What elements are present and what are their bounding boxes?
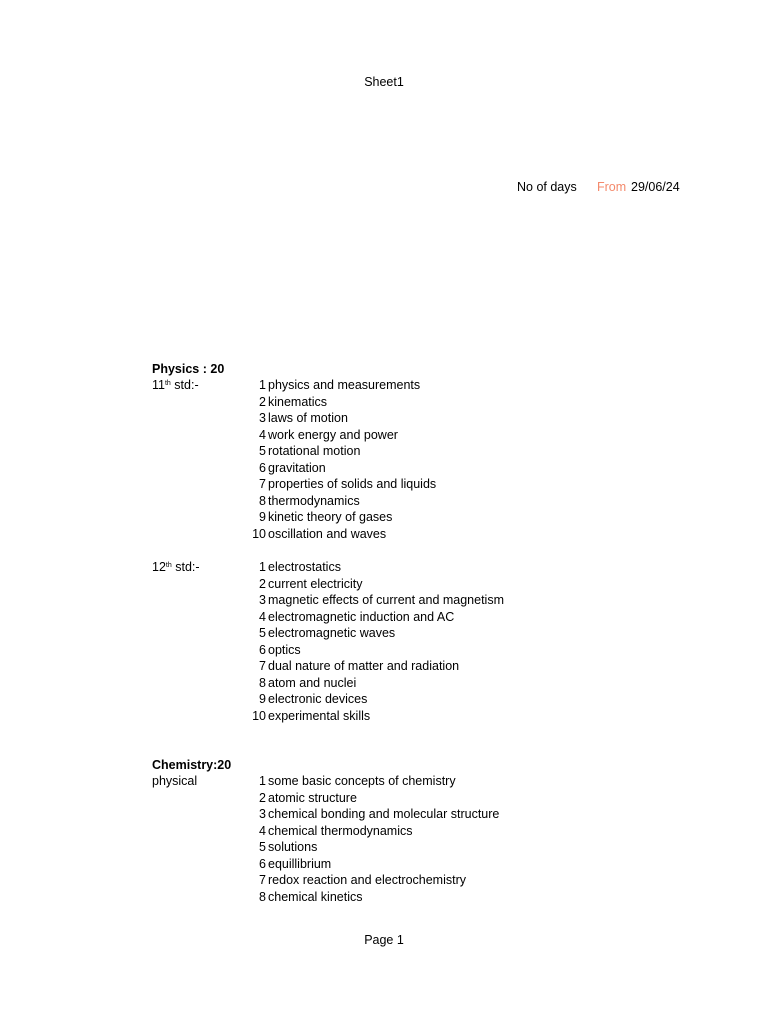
topic-number: 4 <box>259 823 266 838</box>
topic-number: 5 <box>259 444 266 458</box>
topic-name: redox reaction and electrochemistry <box>268 873 467 887</box>
topic-name: rotational motion <box>268 444 361 458</box>
topic-name: properties of solids and liquids <box>268 477 437 491</box>
page-number: Page 1 <box>364 933 404 947</box>
topic-number: 10 <box>252 526 266 541</box>
topic-number: 5 <box>259 626 266 640</box>
topic-name: electromagnetic waves <box>268 626 396 640</box>
topic-number: 7 <box>259 659 266 673</box>
topic-number: 3 <box>259 807 266 821</box>
days-label: No of days <box>517 180 577 194</box>
topic-number: 9 <box>259 692 266 706</box>
topic-name: electronic devices <box>268 692 368 706</box>
topic-name: equillibrium <box>268 856 332 871</box>
topic-number: 1 <box>259 560 266 574</box>
topic-name: chemical thermodynamics <box>268 823 413 838</box>
topic-number: 6 <box>259 460 266 475</box>
from-label: From <box>597 180 627 194</box>
topic-number: 5 <box>259 840 266 854</box>
topic-name: some basic concepts of chemistry <box>268 774 456 788</box>
topic-name: atomic structure <box>268 790 357 805</box>
topic-number: 10 <box>252 708 266 723</box>
topic-number: 2 <box>259 394 266 409</box>
physical-label: physical <box>152 774 198 788</box>
topic-name: dual nature of matter and radiation <box>268 659 460 673</box>
topic-number: 7 <box>259 477 266 491</box>
topic-number: 9 <box>259 510 266 524</box>
topic-name: kinetic theory of gases <box>268 510 393 524</box>
topic-name: laws of motion <box>268 411 348 425</box>
from-date: 29/06/24 <box>631 180 680 194</box>
topic-name: magnetic effects of current and magnetism <box>268 593 504 607</box>
topic-number: 2 <box>259 576 266 591</box>
std12-label: 12th std:- <box>152 560 200 574</box>
topic-number: 7 <box>259 873 266 887</box>
topic-name: chemical kinetics <box>268 889 363 904</box>
topic-name: work energy and power <box>268 427 398 442</box>
topic-number: 8 <box>259 675 266 690</box>
topic-name: solutions <box>268 840 318 854</box>
topic-number: 8 <box>259 493 266 508</box>
topic-name: kinematics <box>268 394 328 409</box>
chemistry-heading: Chemistry:20 <box>152 758 232 772</box>
topic-number: 4 <box>259 609 266 624</box>
topic-name: current electricity <box>268 576 363 591</box>
topic-name: atom and nuclei <box>268 675 357 690</box>
topic-name: chemical bonding and molecular structure <box>268 807 500 821</box>
topic-number: 4 <box>259 427 266 442</box>
physics-heading: Physics : 20 <box>152 362 225 376</box>
topic-name: optics <box>268 642 301 657</box>
topic-number: 2 <box>259 790 266 805</box>
topic-number: 8 <box>259 889 266 904</box>
topic-name: electrostatics <box>268 560 341 574</box>
std11-label: 11th std:- <box>152 378 199 392</box>
topic-number: 6 <box>259 642 266 657</box>
topic-number: 1 <box>259 378 266 392</box>
topic-name: thermodynamics <box>268 493 360 508</box>
topic-number: 3 <box>259 411 266 425</box>
topic-name: experimental skills <box>268 708 371 723</box>
topic-name: gravitation <box>268 460 326 475</box>
sheet-title: Sheet1 <box>364 75 404 89</box>
topic-number: 1 <box>259 774 266 788</box>
topic-name: physics and measurements <box>268 378 421 392</box>
topic-number: 3 <box>259 593 266 607</box>
topic-name: electromagnetic induction and AC <box>268 609 455 624</box>
topic-number: 6 <box>259 856 266 871</box>
topic-name: oscillation and waves <box>268 526 387 541</box>
